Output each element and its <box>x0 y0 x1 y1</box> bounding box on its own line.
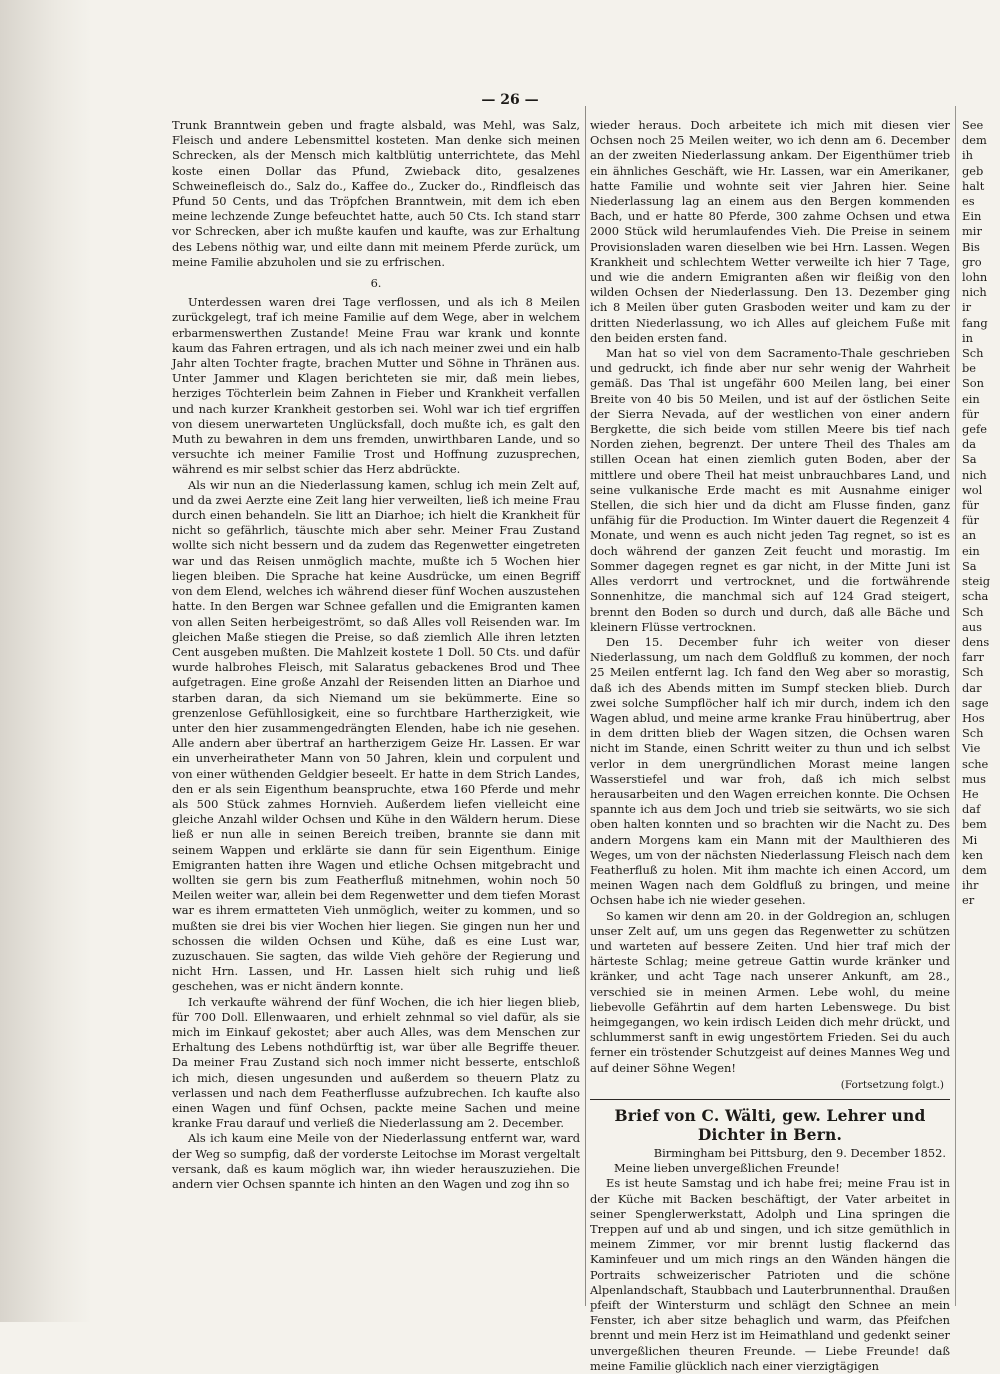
edge-fragment: nich <box>962 285 987 300</box>
edge-fragment: Sa <box>962 452 977 467</box>
edge-fragment: Sch <box>962 346 984 361</box>
paragraph: Den 15. December fuhr ich weiter von dieser Niederlassung, um nach dem Goldfluß zu kommen, der noch 25 Meilen entfernt lag. Ich fand den Weg aber so morastig, daß ich des Abends mitten im Sumpf stecken blieb. Durch zwei solche Sumpflöcher half ich mir durch, indem ich den Wagen ablud, und meine arme kranke Frau hinübertrug, aber in dem dritten blieb der Wagen sitzen, die Ochsen waren nicht im Stande, einen Schritt weiter zu thun und ich selbst verlor in dem unergründlichen Morast meine langen Wasserstiefel und war froh, daß ich mich selbst herausarbeiten und den Wagen erreichen konnte. Die Ochsen spannte ich aus dem Joch und trieb sie seitwärts, wo sie sich oben halten konnten und so brachten wir die Nacht zu. Des andern Morgens kam ein Mann mit der Maulthieren des Weges, um von der nächsten Niederlassung Fleisch nach dem Featherfluß zu holen. Mit ihm machte ich einen Accord, um meinen Wagen nach dem Goldfluß zu bringen, und meine Ochsen habe ich nie wieder gesehen. <box>590 634 950 908</box>
edge-fragment: mus <box>962 771 986 786</box>
page-edge-divider <box>955 106 956 1306</box>
edge-fragment: für <box>962 513 979 528</box>
edge-fragment: Bis <box>962 239 980 254</box>
edge-fragment: ken <box>962 847 983 862</box>
paragraph: Als wir nun an die Niederlassung kamen, schlug ich mein Zelt auf, und da zwei Aerzte eine Zeit lang hier verweilten, ließ ich meine Frau durch einen behandeln. Sie litt an Diarhoe; ich hielt die Krankheit für nicht so gefährlich, täuschte mich aber sehr. Meiner Frau Zustand wollte sich nicht bessern und da zudem das Regenwetter eingetreten war und das Reisen unmöglich machte, mußte ich 5 Wochen hier liegen bleiben. Die Sprache hat keine Ausdrücke, um einen Begriff von dem Elend, welches ich während dieser fünf Wochen auszustehen hatte. In den Bergen war Schnee gefallen und die Emigranten kamen von allen Seiten herbeigeströmt, so daß Alles voll Reisenden war. Im gleichen Maße stiegen die Preise, so daß ziemlich Alle ihren letzten Cent ausgeben mußten. Die Mahlzeit kostete 1 Doll. 50 Cts. und dafür wurde halbrohes Fleisch, mit Salaratus gebackenes Brod und Thee aufgetragen. Eine große Anzahl der Reisenden litten an Diarhoe und starben daran, da sich Niemand um sie bekümmerte. Eine so grenzenlose Gefühllosigkeit, eine so furchtbare Hartherzigkeit, wie unter den hier zusammengedrängten Elenden, habe ich nie gesehen. Alle andern aber übertraf an hartherzigem Geize Hr. Lassen. Er war ein unverheiratheter Mann von 50 Jahren, klein und corpulent und von einer wüthenden Geldgier beseelt. Er hatte in dem Strich Landes, den er als sein Eigenthum beanspruchte, etwa 160 Pferde und mehr als 500 Stück zahmes Hornvieh. Außerdem liefen vielleicht eine gleiche Anzahl wilder Ochsen und Kühe in den Wäldern herum. Diese ließ er nun alle in seinen Bereich treiben, brannte sie dann mit seinem Wappen und erklärte sie dann für sein Eigenthum. Einige Emigranten hatten ihre Wagen und etliche Ochsen mitgebracht und wollten sie gern bis zum Featherfluß mitnehmen, wohin noch 50 Meilen weiter war, allein bei dem Regenwetter und dem tiefen Morast war es ihrem ermatteten Vieh unmöglich, weiter zu kommen, und so mußten sie drei bis vier Wochen hier liegen. Sie gingen nun her und schossen die wilden Ochsen und Kühe, daß es eine Lust war, zuzuschauen. Sie sagten, das wilde Vieh gehöre der Regierung und nicht Hrn. Lassen, und Hr. Lassen hielt sich ruhig und ließ geschehen, was er nicht ändern konnte. <box>172 477 580 994</box>
edge-fragment: be <box>962 361 977 376</box>
edge-fragment: lohn <box>962 270 988 285</box>
edge-fragment: dem <box>962 133 987 148</box>
edge-fragment: er <box>962 893 975 908</box>
edge-fragment: Sch <box>962 665 984 680</box>
edge-fragment: He <box>962 786 979 801</box>
paragraph: So kamen wir denn am 20. in der Goldregion an, schlugen unser Zelt auf, um uns gegen das Regenwetter zu schützen und warteten auf bessere Zeiten. Und hier traf mich der härteste Schlag; meine getreue Gattin wurde kränker und kränker, und acht Tage nach unserer Ankunft, am 28., verschied sie in meinen Armen. Lebe wohl, du meine liebevolle Gefährtin auf dem harten Lebenswege. Du bist heimgegangen, wo kein irdisch Leiden dich mehr drückt, und schlummerst sanft in ewig ungestörtem Frieden. Sei du auch ferner ein tröstender Schutzgeist auf deines Mannes Weg und auf deiner Söhne Wegen! <box>590 908 950 1075</box>
edge-fragment: gro <box>962 254 982 269</box>
edge-fragment: fang <box>962 315 988 330</box>
edge-fragment: Sch <box>962 604 984 619</box>
edge-fragment: Son <box>962 376 984 391</box>
edge-fragment: steig <box>962 574 991 589</box>
paragraph: Es ist heute Samstag und ich habe frei; meine Frau ist in der Küche mit Backen beschäftigt, der Vater arbeitet in seiner Spenglerwerkstatt, Adolph und Lina springen die Treppen auf und ab und singen, und ich sitze gemüthlich in meinem Zimmer, vor mir brennt lustig flackernd das Kaminfeuer und um mich rings an den Wänden hängen die Portraits schweizerischer Patrioten und die schöne Alpenlandschaft, Staubbach und Lauterbrunnenthal. Draußen pfeift der Wintersturm und schlägt den Schnee an mein Fenster, ich aber sitze behaglich und warm, das Pfeifchen brennt und mein Herz ist im Heimathland und gedenkt seiner unvergeßlichen theuren Freunde. — Liebe Freunde! daß meine Familie glücklich nach einer vierzigtägigen <box>590 1176 950 1373</box>
edge-fragment: wol <box>962 482 983 497</box>
edge-fragment: daf <box>962 802 981 817</box>
edge-fragment: Hos <box>962 710 985 725</box>
edge-fragment: sage <box>962 695 989 710</box>
paragraph: Als ich kaum eine Meile von der Niederlassung entfernt war, ward der Weg so sumpfig, daß der vorderste Leitochse im Morast vergeltalt versank, daß es kaum möglich war, ihn wieder herauszuziehen. Die andern vier Ochsen spannte ich hinten an den Wagen und zog ihn so <box>172 1131 580 1192</box>
edge-fragment: für <box>962 406 979 421</box>
edge-fragment: halt <box>962 178 985 193</box>
edge-fragment: Mi <box>962 832 978 847</box>
edge-fragment: bem <box>962 817 987 832</box>
edge-fragment: dens <box>962 634 990 649</box>
edge-fragment: da <box>962 437 977 452</box>
continued-note: (Fortsetzung folgt.) <box>840 1078 944 1091</box>
paragraph: Trunk Branntwein geben und fragte alsbald, was Mehl, was Salz, Fleisch und andere Lebensmittel kosteten. Man denke sich meinen Schrecken, als der Mensch mich kaltblütig unterrichtete, das Mehl koste einen Dollar das Pfund, Zwieback dito, gesalzenes Schweinefleisch do., Salz do., Kaffee do., Zucker do., Rindfleisch das Pfund 50 Cents, und das Tröpfchen Branntwein, mit dem ich eben meine lechzende Zunge befeuchtet hatte, auch 50 Cts. Ich stand starr vor Schrecken, aber ich mußte kaufen und kaufte, was zur Erhaltung des Lebens nöthig war, und eilte dann mit meinem Pferde zurück, um meine Familie abzuholen und sie zu erfrischen. <box>172 118 580 269</box>
letter-dateline: Birmingham bei Pittsburg, den 9. December 1852. <box>653 1146 946 1160</box>
edge-fragment: See <box>962 118 984 132</box>
edge-fragment: ein <box>962 543 980 558</box>
edge-fragment: aus <box>962 619 982 634</box>
edge-fragment: für <box>962 498 979 513</box>
edge-fragment: geb <box>962 163 984 178</box>
edge-fragment: farr <box>962 650 984 665</box>
paragraph: Man hat so viel von dem Sacramento-Thale geschrieben und gedruckt, ich finde aber nur sehr wenig der Wahrheit gemäß. Das Thal ist ungefähr 600 Meilen lang, bei einer Breite von 40 bis 50 Meilen, und ist auf der östlichen Seite der Sierra Nevada, auf der westlichen von einer andern Bergkette, die sich beide vom stillen Meere bis tief nach Norden ziehen, begrenzt. Der untere Theil des Thales am stillen Ocean hat einen ziemlich guten Boden, aber der mittlere und obere Theil hat meist unbrauchbares Land, und seine vulkanische Erde macht es mit Ausnahme einiger Stellen, die sich hier und da dicht am Flusse finden, ganz unfähig für die Production. Im Winter dauert die Regenzeit 4 Monate, und wenn es auch nicht jeden Tag regnet, so ist es doch während der ganzen Zeit feucht und morastig. Im Sommer dagegen regnet es gar nicht, in der Mitte Juni ist Alles verdorrt und vertrocknet, und die fortwährende Sonnenhitze, die manchmal sich auf 124 Grad steigert, brennt den Boden so durch und durch, daß alle Bäche und kleinern Flüsse vertrocknen. <box>590 346 950 634</box>
left-column <box>172 118 580 1310</box>
paragraph: wieder heraus. Doch arbeitete ich mich mit diesen vier Ochsen noch 25 Meilen weiter, wo ich denn am 6. December an der zweiten Niederlassung ankam. Der Eigenthümer trieb ein ähnliches Geschäft, wie Hr. Lassen, war ein Amerikaner, hatte Familie und wohnte seit vier Jahren hier. Seine Niederlassung lag an einem aus den Bergen kommenden Bach, und er hatte 80 Pferde, 300 zahme Ochsen und etwa 2000 Stück wild herumlaufendes Vieh. Die Preise in seinem Provisionsladen waren dieselben wie bei Hrn. Lassen. Wegen Krankheit und schlechtem Wetter verweilte ich hier 7 Tage, und wie die andern Emigranten aßen wir fleißig von den wilden Ochsen der Niederlassung. Den 13. Dezember ging ich 8 Meilen über guten Grasboden weiter und kam zu der dritten Niederlassung, wo ich Alles auf gleichem Fuße mit den beiden ersten fand. <box>590 118 950 345</box>
edge-fragment: mir <box>962 224 982 239</box>
edge-fragment: Vie <box>962 741 981 756</box>
section-number: 6. <box>370 276 382 291</box>
edge-fragment: ein <box>962 391 980 406</box>
edge-fragment: Sa <box>962 558 977 573</box>
edge-fragment: dem <box>962 862 987 877</box>
edge-fragment: ihr <box>962 878 979 893</box>
letter-salutation: Meine lieben unvergeßlichen Freunde! <box>614 1161 840 1176</box>
edge-fragment: an <box>962 528 977 543</box>
edge-fragment: dar <box>962 680 982 695</box>
scan-shadow <box>0 0 92 1322</box>
column-divider <box>585 106 586 1306</box>
edge-fragment: Sch <box>962 726 984 741</box>
edge-fragment: sche <box>962 756 989 771</box>
edge-fragment: Ein <box>962 209 982 224</box>
paragraph: Unterdessen waren drei Tage verflossen, und als ich 8 Meilen zurückgelegt, traf ich meine Familie auf dem Wege, aber in welchem erbarmenswerthen Zustande! Meine Frau war krank und konnte kaum das Fahren ertragen, und als ich nach meiner zwei und ein halb Jahr alten Tochter fragte, brachen Mutter und Söhne in Thränen aus. Unter Jammer und Klagen berichteten sie mir, daß mein liebes, herziges Töchterlein beim Zahnen in Fieber und Krankheit verfallen und nach kurzer Krankheit gestorben sei. Wohl war ich tief ergriffen von diesem unerwarteten Unglücksfall, doch mußte ich, es galt den Muth zu bewahren in dem uns fremden, unwirthbaren Lande, und so versuchte ich meiner Familie Trost und Hoffnung zuzusprechen, während es mir selbst schier das Herz abdrückte. <box>172 295 580 477</box>
letter-heading: Brief von C. Wälti, gew. Lehrer und Dichter in Bern. <box>614 1106 926 1144</box>
next-page-edge-text <box>962 118 1000 1310</box>
section-rule <box>590 1099 950 1100</box>
page-number: — 26 — <box>481 92 539 108</box>
edge-fragment: nich <box>962 467 987 482</box>
edge-fragment: gefe <box>962 422 987 437</box>
edge-fragment: ir <box>962 300 972 315</box>
paragraph: Ich verkaufte während der fünf Wochen, die ich hier liegen blieb, für 700 Doll. Ellenwaaren, und erhielt zehnmal so viel dafür, als sie mich im Einkauf gekostet; aber auch Alles, was dem Menschen zur Erhaltung des Lebens nothdürftig ist, war über alle Begriffe theuer. Da meiner Frau Zustand sich noch immer nicht besserte, entschloß ich mich, diesen ungesunden und außerdem so theuern Platz zu verlassen und nach dem Featherflusse aufzubrechen. Ich kaufte also einen Wagen und fünf Ochsen, packte meine Sachen und meine kranke Frau darauf und verließ die Niederlassung am 2. December. <box>172 994 580 1131</box>
edge-fragment: in <box>962 330 973 345</box>
right-column <box>590 118 950 1373</box>
edge-fragment: es <box>962 194 975 209</box>
edge-fragment: ih <box>962 148 973 163</box>
edge-fragment: scha <box>962 589 989 604</box>
